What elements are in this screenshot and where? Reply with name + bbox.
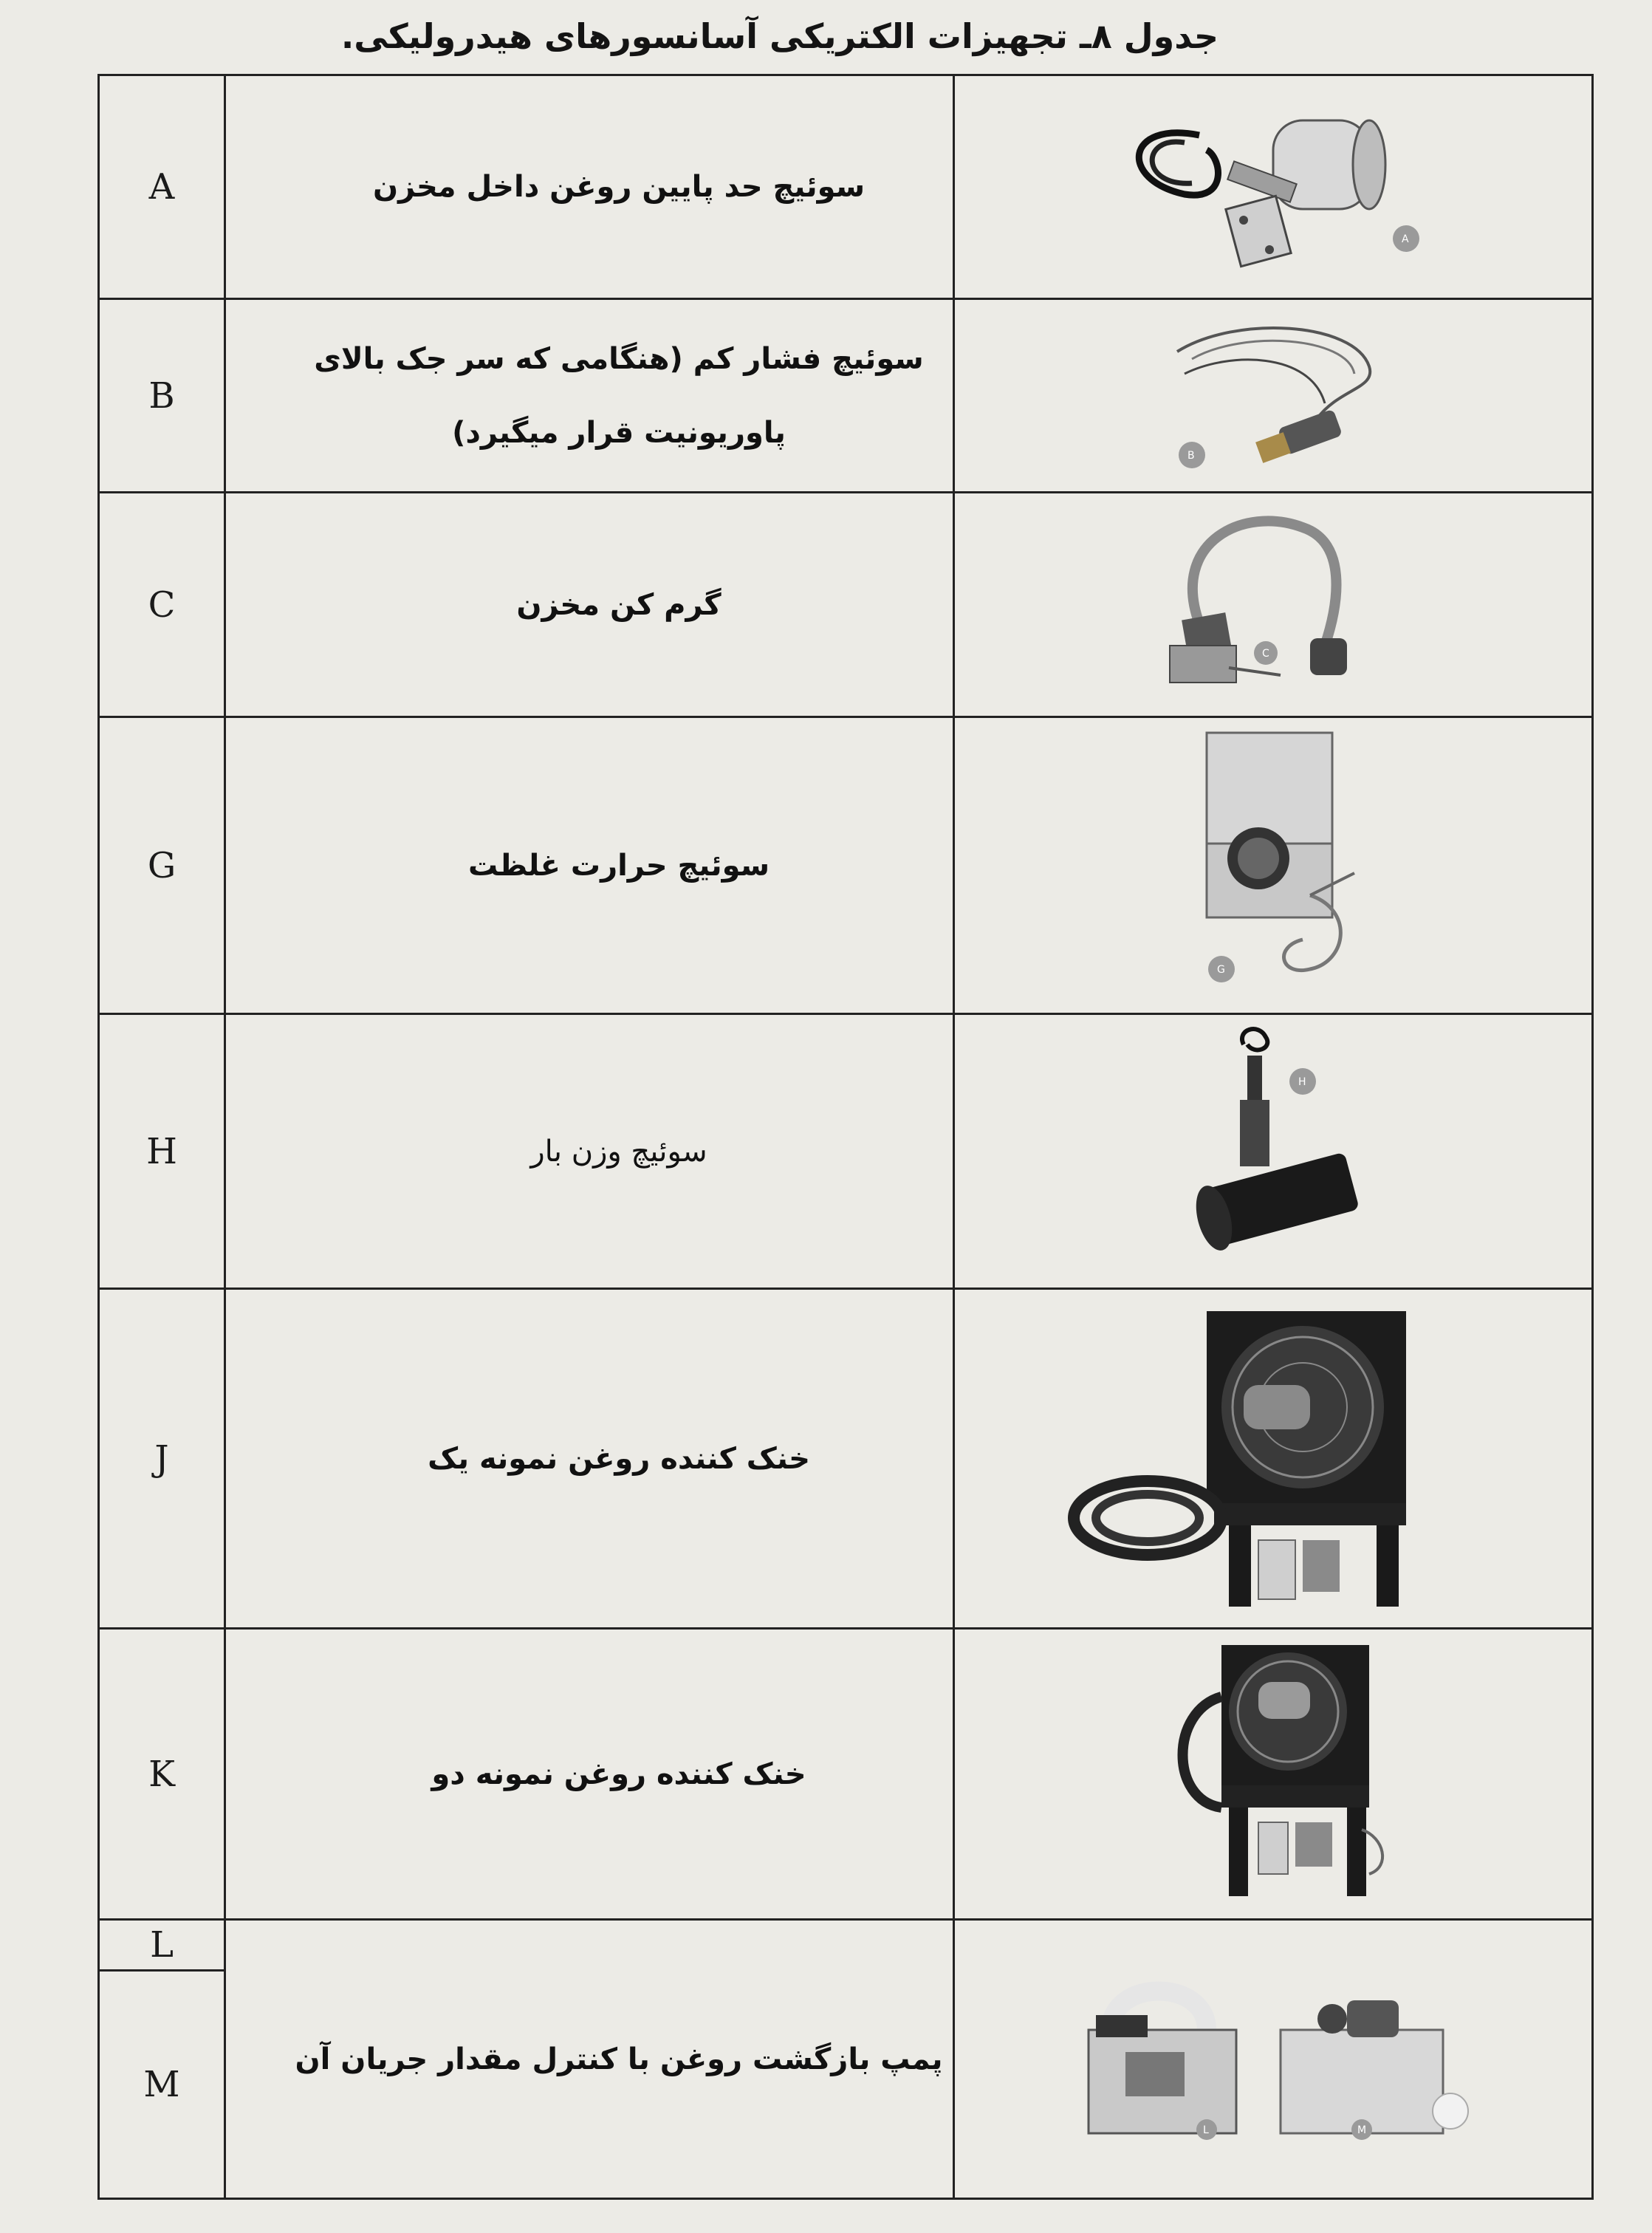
row-letter: M xyxy=(143,2064,180,2105)
oil-return-pump-icon xyxy=(955,1921,1591,2198)
load-weighing-switch-icon xyxy=(955,1015,1591,1288)
row-letter: J xyxy=(154,1437,169,1480)
row-description: سوئیچ فشار کم (هنگامی که سر جک بالای پاوریونیت قرار میگیرد) xyxy=(314,341,924,450)
image-tag: A xyxy=(1402,233,1409,245)
tank-heater-icon xyxy=(955,493,1591,716)
row-description: پمپ بازگشت روغن با کنترل مقدار جریان آن xyxy=(295,2042,943,2076)
oil-cooler-one-icon xyxy=(955,1290,1591,1627)
image-tag: M xyxy=(1357,2124,1367,2136)
row-description: خنک کننده روغن نمونه دو xyxy=(431,1757,806,1791)
equipment-table xyxy=(97,74,1594,2200)
row-letter: H xyxy=(146,1130,177,1172)
row-letter: G xyxy=(147,844,176,886)
row-description: گرم کن مخزن xyxy=(516,587,722,622)
oil-level-switch-icon xyxy=(955,76,1591,298)
table-caption: جدول ۸ـ تجهیزات الکتریکی آسانسورهای هیدرولیکی. xyxy=(340,16,1219,56)
row-letter: B xyxy=(148,375,175,417)
image-tag: B xyxy=(1187,449,1195,462)
row-letter: C xyxy=(148,584,176,626)
row-letter: L xyxy=(150,1924,174,1966)
row-description: سوئیچ وزن بار xyxy=(530,1134,707,1169)
low-pressure-switch-icon xyxy=(955,300,1591,491)
image-tag: H xyxy=(1298,1076,1306,1088)
image-tag: G xyxy=(1217,963,1225,976)
row-description: خنک کننده روغن نمونه یک xyxy=(428,1441,810,1476)
thermostat-switch-icon xyxy=(955,718,1591,1013)
image-tag: L xyxy=(1203,2124,1209,2136)
row-letter: K xyxy=(148,1753,175,1795)
row-description: سوئیچ حد پایین روغن داخل مخزن xyxy=(372,170,866,204)
oil-cooler-two-icon xyxy=(955,1630,1591,1918)
image-tag: C xyxy=(1262,647,1269,660)
row-description: سوئیچ حرارت غلظت xyxy=(467,848,770,883)
row-letter: A xyxy=(148,166,175,208)
